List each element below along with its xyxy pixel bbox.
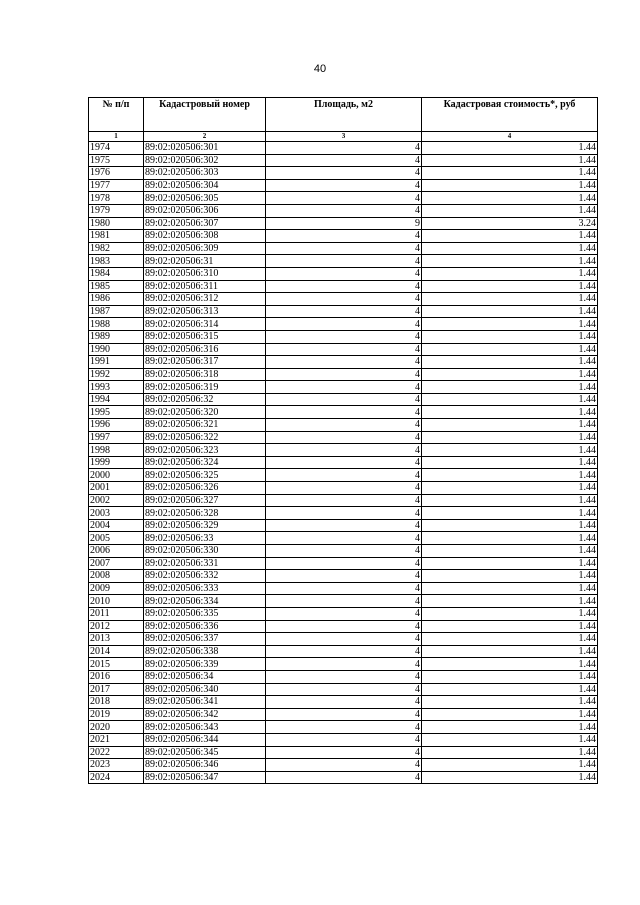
- table-row: [89, 381, 598, 394]
- table-row: [89, 507, 598, 520]
- cadastral-cost-cell: 1.44: [422, 771, 598, 784]
- cadastral-cost-cell: 1.44: [422, 267, 598, 280]
- area-cell: 4: [266, 154, 422, 167]
- row-number-cell: 1999: [89, 456, 144, 469]
- cadastral-number-cell: 89:02:020506:307: [144, 217, 266, 230]
- cadastral-number-cell: 89:02:020506:347: [144, 771, 266, 784]
- area-cell: 4: [266, 142, 422, 155]
- cadastral-cost-cell: 1.44: [422, 582, 598, 595]
- row-number-cell: 1980: [89, 217, 144, 230]
- cadastral-cost-cell: 3.24: [422, 217, 598, 230]
- cadastral-cost-cell: 1.44: [422, 683, 598, 696]
- row-number-cell: 2021: [89, 733, 144, 746]
- area-cell: 4: [266, 570, 422, 583]
- area-cell: 4: [266, 507, 422, 520]
- cadastral-cost-cell: 1.44: [422, 759, 598, 772]
- area-cell: 4: [266, 532, 422, 545]
- area-cell: 4: [266, 393, 422, 406]
- cadastral-cost-cell: 1.44: [422, 658, 598, 671]
- area-cell: 4: [266, 293, 422, 306]
- table-row: [89, 620, 598, 633]
- row-number-cell: 2007: [89, 557, 144, 570]
- table-row: [89, 305, 598, 318]
- row-number-cell: 1995: [89, 406, 144, 419]
- row-number-cell: 2010: [89, 595, 144, 608]
- area-cell: 4: [266, 406, 422, 419]
- table-row: [89, 607, 598, 620]
- row-number-cell: 2018: [89, 696, 144, 709]
- area-cell: 4: [266, 305, 422, 318]
- table-row: [89, 318, 598, 331]
- row-number-cell: 2020: [89, 721, 144, 734]
- cadastral-cost-cell: 1.44: [422, 607, 598, 620]
- cadastral-number-cell: 89:02:020506:321: [144, 419, 266, 432]
- table-row: [89, 217, 598, 230]
- cadastral-cost-cell: 1.44: [422, 179, 598, 192]
- area-cell: 4: [266, 670, 422, 683]
- area-cell: 4: [266, 318, 422, 331]
- row-number-cell: 1984: [89, 267, 144, 280]
- table-row: [89, 280, 598, 293]
- row-number-cell: 2013: [89, 633, 144, 646]
- column-number: 4: [422, 132, 598, 142]
- cadastral-number-cell: 89:02:020506:323: [144, 444, 266, 457]
- cadastral-number-cell: 89:02:020506:324: [144, 456, 266, 469]
- area-cell: 4: [266, 255, 422, 268]
- table-row: [89, 179, 598, 192]
- cadastral-number-cell: 89:02:020506:334: [144, 595, 266, 608]
- row-number-cell: 1975: [89, 154, 144, 167]
- cadastral-cost-cell: 1.44: [422, 482, 598, 495]
- cadastral-number-cell: 89:02:020506:32: [144, 393, 266, 406]
- area-cell: 4: [266, 368, 422, 381]
- cadastral-cost-cell: 1.44: [422, 142, 598, 155]
- row-number-cell: 2015: [89, 658, 144, 671]
- cadastral-number-cell: 89:02:020506:320: [144, 406, 266, 419]
- cadastral-number-cell: 89:02:020506:33: [144, 532, 266, 545]
- row-number-cell: 1991: [89, 356, 144, 369]
- cadastral-cost-cell: 1.44: [422, 356, 598, 369]
- row-number-cell: 2024: [89, 771, 144, 784]
- area-cell: 4: [266, 759, 422, 772]
- cadastral-number-cell: 89:02:020506:342: [144, 708, 266, 721]
- row-number-cell: 2016: [89, 670, 144, 683]
- cadastral-cost-cell: 1.44: [422, 456, 598, 469]
- area-cell: 4: [266, 771, 422, 784]
- row-number-cell: 1986: [89, 293, 144, 306]
- cadastral-number-cell: 89:02:020506:327: [144, 494, 266, 507]
- table-row: [89, 658, 598, 671]
- cadastral-cost-cell: 1.44: [422, 393, 598, 406]
- cadastral-number-cell: 89:02:020506:333: [144, 582, 266, 595]
- cadastral-cost-cell: 1.44: [422, 532, 598, 545]
- row-number-cell: 1979: [89, 204, 144, 217]
- cadastral-number-cell: 89:02:020506:346: [144, 759, 266, 772]
- table-header-row: [89, 98, 598, 132]
- area-cell: 4: [266, 519, 422, 532]
- row-number-cell: 1997: [89, 431, 144, 444]
- cadastral-cost-cell: 1.44: [422, 381, 598, 394]
- row-number-cell: 2000: [89, 469, 144, 482]
- cadastral-number-cell: 89:02:020506:329: [144, 519, 266, 532]
- cadastral-number-cell: 89:02:020506:325: [144, 469, 266, 482]
- area-cell: 4: [266, 582, 422, 595]
- row-number-cell: 1989: [89, 330, 144, 343]
- row-number-cell: 1994: [89, 393, 144, 406]
- cadastral-cost-cell: 1.44: [422, 519, 598, 532]
- area-cell: 9: [266, 217, 422, 230]
- cadastral-cost-cell: 1.44: [422, 494, 598, 507]
- cadastral-number-cell: 89:02:020506:305: [144, 192, 266, 205]
- table-row: [89, 670, 598, 683]
- table-row: [89, 683, 598, 696]
- row-number-cell: 2014: [89, 645, 144, 658]
- table-row: [89, 456, 598, 469]
- area-cell: 4: [266, 494, 422, 507]
- table-row: [89, 444, 598, 457]
- cadastral-cost-cell: 1.44: [422, 293, 598, 306]
- cadastral-cost-cell: 1.44: [422, 167, 598, 180]
- cadastral-number-cell: 89:02:020506:338: [144, 645, 266, 658]
- table-row: [89, 469, 598, 482]
- table-row: [89, 419, 598, 432]
- row-number-cell: 2019: [89, 708, 144, 721]
- cadastral-number-cell: 89:02:020506:315: [144, 330, 266, 343]
- area-cell: 4: [266, 204, 422, 217]
- table-row: [89, 482, 598, 495]
- table-row: [89, 733, 598, 746]
- area-cell: 4: [266, 280, 422, 293]
- area-cell: 4: [266, 192, 422, 205]
- table-row: [89, 557, 598, 570]
- table-row: [89, 771, 598, 784]
- column-number: 3: [266, 132, 422, 142]
- row-number-cell: 1981: [89, 230, 144, 243]
- cadastral-number-cell: 89:02:020506:337: [144, 633, 266, 646]
- table-row: [89, 142, 598, 155]
- cadastral-number-cell: 89:02:020506:336: [144, 620, 266, 633]
- cadastral-cost-cell: 1.44: [422, 255, 598, 268]
- row-number-cell: 1996: [89, 419, 144, 432]
- cadastral-cost-cell: 1.44: [422, 545, 598, 558]
- row-number-cell: 1992: [89, 368, 144, 381]
- cadastral-number-cell: 89:02:020506:313: [144, 305, 266, 318]
- cadastral-number-cell: 89:02:020506:314: [144, 318, 266, 331]
- cadastral-cost-cell: 1.44: [422, 242, 598, 255]
- row-number-cell: 2005: [89, 532, 144, 545]
- area-cell: 4: [266, 482, 422, 495]
- page-number: 40: [313, 63, 327, 75]
- table-row: [89, 255, 598, 268]
- area-cell: 4: [266, 620, 422, 633]
- area-cell: 4: [266, 721, 422, 734]
- row-number-cell: 1983: [89, 255, 144, 268]
- table-body: [89, 142, 598, 784]
- table-row: [89, 595, 598, 608]
- cadastral-number-cell: 89:02:020506:303: [144, 167, 266, 180]
- area-cell: 4: [266, 658, 422, 671]
- area-cell: 4: [266, 167, 422, 180]
- cadastral-cost-cell: 1.44: [422, 406, 598, 419]
- cadastral-number-cell: 89:02:020506:304: [144, 179, 266, 192]
- table-row: [89, 519, 598, 532]
- cadastral-number-cell: 89:02:020506:312: [144, 293, 266, 306]
- cadastral-number-cell: 89:02:020506:335: [144, 607, 266, 620]
- cadastral-cost-cell: 1.44: [422, 154, 598, 167]
- cadastral-cost-cell: 1.44: [422, 192, 598, 205]
- column-number: 1: [89, 132, 144, 142]
- table-row: [89, 330, 598, 343]
- area-cell: 4: [266, 595, 422, 608]
- header-cadastral-cost: Кадастровая стоимость*, руб: [422, 98, 598, 132]
- table-row: [89, 696, 598, 709]
- cadastral-cost-cell: 1.44: [422, 230, 598, 243]
- table-row: [89, 204, 598, 217]
- row-number-cell: 1990: [89, 343, 144, 356]
- table-row: [89, 431, 598, 444]
- cadastral-number-cell: 89:02:020506:317: [144, 356, 266, 369]
- area-cell: 4: [266, 381, 422, 394]
- area-cell: 4: [266, 356, 422, 369]
- area-cell: 4: [266, 431, 422, 444]
- table-row: [89, 645, 598, 658]
- cadastral-number-cell: 89:02:020506:322: [144, 431, 266, 444]
- cadastral-number-cell: 89:02:020506:318: [144, 368, 266, 381]
- cadastral-number-cell: 89:02:020506:309: [144, 242, 266, 255]
- table-row: [89, 746, 598, 759]
- cadastral-number-cell: 89:02:020506:302: [144, 154, 266, 167]
- table-row: [89, 154, 598, 167]
- table-row: [89, 633, 598, 646]
- cadastral-cost-cell: 1.44: [422, 557, 598, 570]
- area-cell: 4: [266, 330, 422, 343]
- row-number-cell: 1987: [89, 305, 144, 318]
- area-cell: 4: [266, 242, 422, 255]
- row-number-cell: 1977: [89, 179, 144, 192]
- cadastral-cost-cell: 1.44: [422, 696, 598, 709]
- area-cell: 4: [266, 267, 422, 280]
- cadastral-number-cell: 89:02:020506:332: [144, 570, 266, 583]
- cadastral-number-cell: 89:02:020506:316: [144, 343, 266, 356]
- area-cell: 4: [266, 708, 422, 721]
- table-row: [89, 343, 598, 356]
- table-row: [89, 167, 598, 180]
- cadastral-table: [88, 97, 598, 784]
- row-number-cell: 1974: [89, 142, 144, 155]
- cadastral-cost-cell: 1.44: [422, 670, 598, 683]
- cadastral-cost-cell: 1.44: [422, 305, 598, 318]
- table-row: [89, 393, 598, 406]
- cadastral-cost-cell: 1.44: [422, 431, 598, 444]
- cadastral-cost-cell: 1.44: [422, 645, 598, 658]
- row-number-cell: 1993: [89, 381, 144, 394]
- area-cell: 4: [266, 607, 422, 620]
- table-row: [89, 356, 598, 369]
- area-cell: 4: [266, 469, 422, 482]
- row-number-cell: 1978: [89, 192, 144, 205]
- cadastral-cost-cell: 1.44: [422, 204, 598, 217]
- cadastral-number-cell: 89:02:020506:340: [144, 683, 266, 696]
- area-cell: 4: [266, 444, 422, 457]
- cadastral-cost-cell: 1.44: [422, 318, 598, 331]
- area-cell: 4: [266, 645, 422, 658]
- cadastral-cost-cell: 1.44: [422, 507, 598, 520]
- area-cell: 4: [266, 746, 422, 759]
- cadastral-number-cell: 89:02:020506:331: [144, 557, 266, 570]
- cadastral-cost-cell: 1.44: [422, 721, 598, 734]
- row-number-cell: 2011: [89, 607, 144, 620]
- row-number-cell: 1976: [89, 167, 144, 180]
- header-area: Площадь, м2: [266, 98, 422, 132]
- cadastral-cost-cell: 1.44: [422, 733, 598, 746]
- cadastral-number-cell: 89:02:020506:344: [144, 733, 266, 746]
- table-row: [89, 230, 598, 243]
- row-number-cell: 1988: [89, 318, 144, 331]
- table-row: [89, 721, 598, 734]
- row-number-cell: 2003: [89, 507, 144, 520]
- table-row: [89, 267, 598, 280]
- row-number-cell: 2001: [89, 482, 144, 495]
- area-cell: 4: [266, 456, 422, 469]
- area-cell: 4: [266, 343, 422, 356]
- table-row: [89, 192, 598, 205]
- table-row: [89, 368, 598, 381]
- cadastral-number-cell: 89:02:020506:306: [144, 204, 266, 217]
- row-number-cell: 2009: [89, 582, 144, 595]
- row-number-cell: 2006: [89, 545, 144, 558]
- cadastral-cost-cell: 1.44: [422, 708, 598, 721]
- cadastral-cost-cell: 1.44: [422, 620, 598, 633]
- row-number-cell: 1985: [89, 280, 144, 293]
- cadastral-number-cell: 89:02:020506:326: [144, 482, 266, 495]
- cadastral-number-cell: 89:02:020506:319: [144, 381, 266, 394]
- cadastral-number-cell: 89:02:020506:328: [144, 507, 266, 520]
- row-number-cell: 2008: [89, 570, 144, 583]
- table-row: [89, 582, 598, 595]
- cadastral-cost-cell: 1.44: [422, 330, 598, 343]
- area-cell: 4: [266, 633, 422, 646]
- table-row: [89, 532, 598, 545]
- header-cadastral-number: Кадастровый номер: [144, 98, 266, 132]
- cadastral-cost-cell: 1.44: [422, 595, 598, 608]
- row-number-cell: 2023: [89, 759, 144, 772]
- row-number-cell: 1998: [89, 444, 144, 457]
- row-number-cell: 2002: [89, 494, 144, 507]
- cadastral-number-cell: 89:02:020506:31: [144, 255, 266, 268]
- area-cell: 4: [266, 179, 422, 192]
- row-number-cell: 2012: [89, 620, 144, 633]
- cadastral-number-cell: 89:02:020506:343: [144, 721, 266, 734]
- cadastral-number-cell: 89:02:020506:341: [144, 696, 266, 709]
- area-cell: 4: [266, 419, 422, 432]
- cadastral-cost-cell: 1.44: [422, 746, 598, 759]
- column-number-row: [89, 132, 598, 142]
- cadastral-cost-cell: 1.44: [422, 469, 598, 482]
- area-cell: 4: [266, 683, 422, 696]
- row-number-cell: 1982: [89, 242, 144, 255]
- cadastral-number-cell: 89:02:020506:308: [144, 230, 266, 243]
- row-number-cell: 2004: [89, 519, 144, 532]
- cadastral-number-cell: 89:02:020506:330: [144, 545, 266, 558]
- area-cell: 4: [266, 557, 422, 570]
- cadastral-cost-cell: 1.44: [422, 444, 598, 457]
- cadastral-number-cell: 89:02:020506:310: [144, 267, 266, 280]
- table-row: [89, 570, 598, 583]
- cadastral-cost-cell: 1.44: [422, 419, 598, 432]
- cadastral-number-cell: 89:02:020506:301: [144, 142, 266, 155]
- row-number-cell: 2022: [89, 746, 144, 759]
- cadastral-number-cell: 89:02:020506:34: [144, 670, 266, 683]
- area-cell: 4: [266, 733, 422, 746]
- table-row: [89, 545, 598, 558]
- cadastral-cost-cell: 1.44: [422, 343, 598, 356]
- table-row: [89, 759, 598, 772]
- area-cell: 4: [266, 230, 422, 243]
- area-cell: 4: [266, 696, 422, 709]
- table-row: [89, 406, 598, 419]
- column-number: 2: [144, 132, 266, 142]
- cadastral-cost-cell: 1.44: [422, 280, 598, 293]
- cadastral-cost-cell: 1.44: [422, 570, 598, 583]
- table-row: [89, 708, 598, 721]
- row-number-cell: 2017: [89, 683, 144, 696]
- table-row: [89, 494, 598, 507]
- cadastral-number-cell: 89:02:020506:339: [144, 658, 266, 671]
- cadastral-number-cell: 89:02:020506:345: [144, 746, 266, 759]
- header-row-number: № п/п: [89, 98, 144, 132]
- table-row: [89, 293, 598, 306]
- area-cell: 4: [266, 545, 422, 558]
- cadastral-cost-cell: 1.44: [422, 368, 598, 381]
- cadastral-cost-cell: 1.44: [422, 633, 598, 646]
- table-row: [89, 242, 598, 255]
- cadastral-number-cell: 89:02:020506:311: [144, 280, 266, 293]
